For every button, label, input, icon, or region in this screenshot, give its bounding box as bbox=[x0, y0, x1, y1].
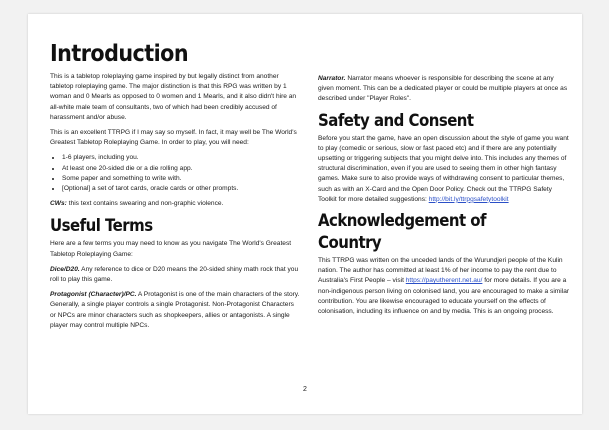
safety-heading: Safety and Consent bbox=[318, 110, 474, 131]
cws-text: this text contains swearing and non-graphic violence. bbox=[66, 200, 224, 208]
term-narrator bbox=[318, 74, 570, 105]
requirements-list bbox=[50, 153, 300, 194]
term-protagonist-text: A Protagonist is one of the main characters of the story. Generally, a single player controls a single Protagonist. Non-Protagonist Characters or NPCs are minor characters such as shopkeepers, allies or antagonists. A single player may control multiple NPCs. bbox=[50, 291, 300, 329]
introduction-paragraph-2: This is an excellent TTRPG if I may say so myself. In fact, it may well be The World's Greatest Tabletop Roleplaying Game. In order to play, you will need: bbox=[50, 129, 297, 147]
document-page bbox=[28, 14, 582, 414]
page-number: 2 bbox=[303, 386, 307, 393]
acknowledgement-paragraph bbox=[318, 256, 570, 317]
requirement-item: • 1-6 players, including you. bbox=[62, 153, 300, 163]
term-protagonist-label: Protagonist (Character)/PC. bbox=[50, 291, 137, 299]
left-column bbox=[50, 40, 300, 336]
acknowledgement-heading: Acknowledgement of Country bbox=[318, 211, 487, 254]
term-dice bbox=[50, 265, 300, 285]
acknowledgement-text-after: for more details. If you are a non-indigenous person living on colonised land, you are encouraged to make a similar contribution. You are likewise encouraged to educate yourself on the effects of colonisation, including its influence on and by media. This is an ongoing process. bbox=[318, 277, 570, 316]
pay-the-rent-link[interactable]: https://payutherent.net.au/ bbox=[405, 277, 483, 285]
requirement-item: • [Optional] a set of tarot cards, oracle cards or other prompts. bbox=[62, 184, 300, 194]
term-protagonist bbox=[50, 290, 300, 331]
requirement-item: • At least one 20-sided die or a die rolling app. bbox=[62, 164, 300, 174]
useful-terms-heading: Useful Terms bbox=[50, 216, 153, 237]
term-dice-text: Any reference to dice or D20 means the 20-sided shiny math rock that you roll to play this game. bbox=[50, 265, 299, 284]
safety-text: Before you start the game, have an open discussion about the style of game you want to play (comedic or serious, slow or fast paced etc) and if there are any potentially upsetting or triggering subjects that you might delve into. This includes any themes of structural discrimination, even if you are used to seeing them in other high fantasy games. Make sure to also provide ways of withdrawing consent to particular themes, such as with an X-Card and the Open Door Policy. Check out the TTRPG Safety Toolkit for more detailed suggestions: bbox=[318, 134, 569, 203]
requirement-item: • Some paper and something to write with. bbox=[62, 174, 300, 184]
useful-terms-intro: Here are a few terms you may need to know as you navigate The World's Greatest Tabletop Roleplaying Game: bbox=[50, 240, 292, 258]
safety-paragraph bbox=[318, 134, 570, 205]
term-narrator-text: Narrator means whoever is responsible for describing the scene at any given moment. This can be a dedicated player or could be multiple players at once as described under "Player Roles". bbox=[318, 75, 568, 103]
term-dice-label: Dice/D20. bbox=[50, 265, 80, 273]
cws-label: CWs: bbox=[50, 200, 67, 208]
right-column bbox=[318, 18, 570, 322]
safety-toolkit-link[interactable]: http://bit.ly/ttrpgsafetytoolkit bbox=[428, 195, 509, 203]
introduction-paragraph-1: This is a tabletop roleplaying game inspired by but legally distinct from another tabletop roleplaying game. The major distinction is that this RPG was written by 1 woman and 0 Mearls as opposed to 0 women and 1 Mearls, and it also didn't hire an all-white male team of consultants, two of which had been credibly accused of harassment and/or abuse. bbox=[50, 73, 297, 121]
introduction-heading: Introduction bbox=[50, 41, 189, 67]
content-warnings bbox=[50, 199, 300, 209]
acknowledgement-text-before: This TTRPG was written on the unceded lands of the Wurundjeri people of the Kulin nation. The author has committed at least 1% of her income to pay the rent due to Australia's First People – visit bbox=[318, 257, 563, 285]
term-narrator-label: Narrator. bbox=[318, 75, 346, 82]
